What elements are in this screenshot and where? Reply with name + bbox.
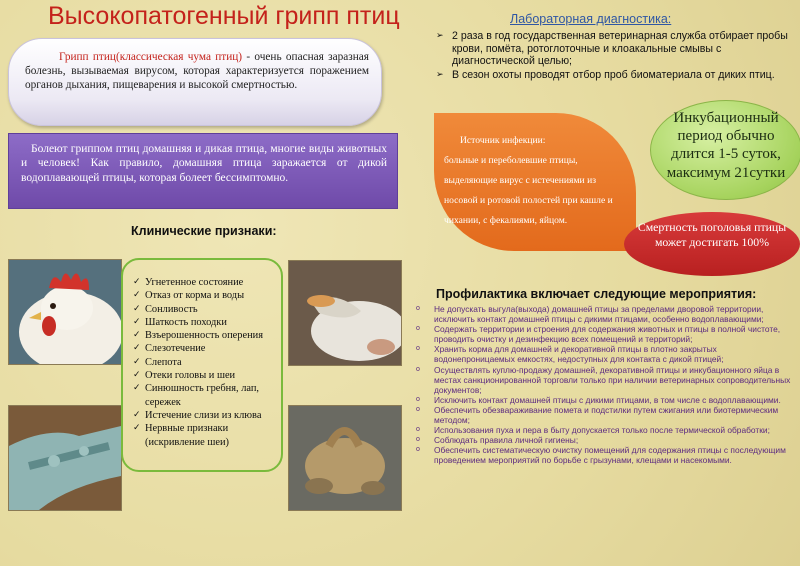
mortality-text: Смертность поголовья птицы может достигать 100% [637, 220, 787, 249]
arrow-bullet-icon: ➢ [436, 69, 444, 80]
intro-highlight: Грипп птиц(классическая чума птиц) [59, 51, 243, 63]
list-item: ✓ Слезотечение [133, 343, 206, 355]
sick-duck-image [289, 261, 401, 365]
list-item: ✓ Шаткость походки [133, 316, 227, 328]
list-item: ✓ Угнетенное состояние [133, 277, 244, 288]
poster-title: Высокопатогенный грипп птиц [48, 2, 400, 30]
list-item: o Соблюдать правила личной гигиены; [416, 435, 579, 446]
checkmark-icon: ✓ [133, 409, 141, 420]
checkmark-icon: ✓ [133, 277, 141, 287]
susceptible-box [8, 133, 398, 209]
list-item: ✓ Нервные признаки (искривление шеи) [133, 423, 229, 448]
clinical-signs-title: Клинические признаки: [131, 224, 277, 238]
checkmark-icon: ✓ [133, 356, 141, 367]
clinical-signs-list [133, 276, 281, 449]
list-item: ✓ Истечение слизи из клюва [133, 409, 262, 421]
intro-bubble [8, 38, 382, 126]
checkmark-icon: ✓ [133, 343, 141, 354]
list-item: ✓ Взъерошенность оперения [133, 330, 263, 342]
checkmark-icon: ✓ [133, 423, 141, 434]
list-item: o Исключить контакт домашней птицы с дикими птицами, в том числе с водоплавающими. [416, 394, 781, 405]
cyanotic-legs-image [9, 406, 121, 510]
list-item: o Содержать территории и строения для содержания животных и птицы в полной чистоте, проводить очистку и дезинфекцию всех помещений и территорий; [416, 324, 781, 345]
prophylaxis-list [416, 304, 798, 466]
list-item: ✓ Слепота [133, 356, 182, 368]
checkmark-icon: ✓ [133, 316, 141, 327]
infection-source-text [444, 131, 630, 231]
arrow-bullet-icon: ➢ [436, 31, 444, 41]
infection-source-title: Источник инфекции: [460, 135, 546, 146]
incubation-bubble [650, 100, 800, 200]
cyanotic-legs-photo [8, 405, 122, 511]
prophylaxis-title: Профилактика включает следующие мероприятия: [436, 287, 757, 301]
incubation-text: Инкубационный период обычно длится 1-5 суток, максимум 21сутки [666, 110, 786, 181]
checkmark-icon: ✓ [133, 383, 141, 394]
rooster-photo [8, 259, 122, 365]
list-item: o Использования пуха и пера в быту допускается только после термической обработки; [416, 425, 770, 436]
susceptible-text: Болеют гриппом птиц домашняя и дикая птица, многие виды животных и человек! Как правило, домашняя птица заражается от дикой водоплавающей птицы, которая болеет бессимптомно. [21, 143, 387, 184]
circle-bullet-icon: o [416, 305, 420, 312]
circle-bullet-icon: o [416, 395, 420, 403]
circle-bullet-icon: o [416, 436, 420, 444]
list-item: ✓ Отказ от корма и воды [133, 290, 245, 302]
circle-bullet-icon: o [416, 365, 420, 373]
circle-bullet-icon: o [416, 405, 420, 413]
list-item: ✓ Сонливость [133, 303, 198, 315]
checkmark-icon: ✓ [133, 330, 141, 341]
list-item: ✓ Отеки головы и шеи [133, 370, 236, 382]
intro-text [25, 51, 369, 92]
checkmark-icon: ✓ [133, 303, 141, 314]
mortality-bubble [624, 212, 800, 276]
circle-bullet-icon: o [416, 446, 420, 454]
dead-duck-image [289, 406, 401, 510]
circle-bullet-icon: o [416, 426, 420, 434]
checkmark-icon: ✓ [133, 370, 141, 381]
list-item: o Обеспечить обезвараживание помета и подстилки путем сжигания или биотермическим методом; [416, 404, 779, 426]
circle-bullet-icon: o [416, 345, 420, 353]
lab-diagnostics-list [434, 30, 796, 82]
list-item: o Обеспечить систематическую очистку помещений для содержания птицы с последующим проведением мероприятий по борьбе с грызунами, клещами и насекомыми. [416, 445, 786, 466]
infection-source-box [434, 113, 636, 251]
rooster-image [9, 260, 121, 364]
dead-duck-photo [288, 405, 402, 511]
list-item: o Хранить корма для домашней и декоративной птицы в плотно закрытых водонепроницаемых емкостях, недоступных для контакта с дикой птицей; [416, 344, 724, 365]
circle-bullet-icon: o [416, 325, 420, 333]
list-item: ➢ 2 раза в год государственная ветеринарная служба отбирает пробы крови, помёта, ротоглоточные и клоакальные смывы с диагностической целью; [436, 30, 788, 68]
list-item: o Осуществлять куплю-продажу домашней, декоративной птицы и инкубационного яйца в местах санкционированной торговли только при наличии ветеринарных сопроводительных документов; [416, 364, 791, 395]
list-item: ✓ Синюшность гребня, лап, сережек [133, 383, 260, 408]
list-item: ➢ В сезон охоты проводят отбор проб биоматериала от диких птиц. [436, 68, 775, 81]
sick-duck-photo [288, 260, 402, 366]
clinical-signs-panel [121, 258, 283, 472]
checkmark-icon: ✓ [133, 290, 141, 301]
list-item: o Не допускать выгула(выхода) домашней птицы за пределами дворовой территории, исключить контакт домашней птицы с дикими птицами, особенно водоплавающими; [416, 304, 764, 325]
intro-body: - очень опасная заразная болезнь, вызываемая вирусом, которая характеризуется поражением органов дыхания, пищеварения и высокой смертностью. [25, 51, 369, 91]
lab-diagnostics-title: Лабораторная диагностика: [510, 12, 672, 26]
infection-source-body: больные и переболевшие птицы, выделяющие вирус с истечениями из носовой и ротовой полостей при кашле и чихании, с фекалиями, яйцом. [444, 155, 613, 226]
